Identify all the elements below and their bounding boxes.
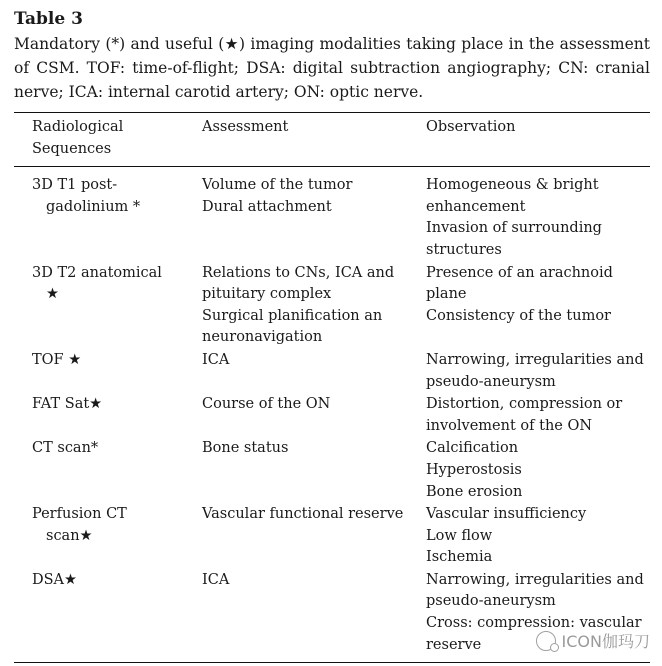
cell-assessment [202, 167, 426, 261]
cell-observation-line: reserve [426, 636, 482, 653]
cell-sequence-line: gadolinium * [46, 198, 141, 215]
cell-assessment-line: Course of the ON [202, 396, 331, 413]
cell-sequence-line: DSA★ [32, 571, 78, 588]
cell-assessment [202, 393, 426, 437]
cell-sequence-line: 3D T1 post- [32, 177, 118, 194]
cell-sequence-line: scan★ [46, 527, 93, 544]
cell-assessment [202, 503, 426, 569]
table-caption: Mandatory (*) and useful (★) imaging modalities taking place in the assessment of CSM. TOF: time-of-flight; DSA: digital subtraction angiography; CN: cranial nerve; ICA: internal carotid artery; ON: optic nerve. [14, 35, 650, 101]
cell-sequence-line: Perfusion CT [32, 506, 127, 523]
cell-assessment-line: Relations to CNs, ICA and [202, 264, 395, 281]
table-row [14, 393, 650, 437]
cell-observation-line: Homogeneous & bright [426, 177, 599, 194]
cell-sequence-line: CT scan* [32, 440, 99, 457]
cell-observation-line: Invasion of surrounding [426, 220, 602, 237]
cell-observation [426, 437, 650, 503]
table-body [14, 167, 650, 656]
cell-sequence [14, 167, 202, 261]
header-sequences-line1: Radiological [32, 119, 124, 135]
table-row [14, 262, 650, 349]
table-figure [14, 8, 650, 663]
cell-sequence-line: 3D T2 anatomical [32, 264, 162, 281]
header-assessment: Assessment [202, 119, 289, 135]
cell-observation-line: Narrowing, irregularities and [426, 351, 644, 368]
watermark-text: ICON伽玛刀 [561, 632, 650, 651]
cell-observation [426, 349, 650, 393]
header-sequences [14, 113, 202, 166]
cell-observation-line: Presence of an arachnoid plane [426, 264, 613, 303]
cell-sequence-line: TOF ★ [32, 351, 82, 368]
cell-assessment [202, 262, 426, 349]
cell-observation-line: Low flow [426, 527, 493, 544]
imaging-table [14, 113, 650, 656]
cell-observation-line: Distortion, compression or [426, 396, 623, 413]
cell-observation-line: Cross: compression: vascular [426, 615, 642, 632]
cell-observation [426, 262, 650, 349]
cell-observation [426, 503, 650, 569]
cell-observation-line: Bone erosion [426, 483, 523, 500]
cell-observation-line: Calcification [426, 440, 519, 457]
cell-assessment-line: ICA [202, 571, 230, 588]
cell-observation-line: involvement of the ON [426, 417, 593, 434]
header-observation: Observation [426, 119, 516, 135]
table-row [14, 437, 650, 503]
cell-sequence [14, 503, 202, 569]
cell-sequence [14, 437, 202, 503]
cell-observation [426, 393, 650, 437]
cell-observation-line: pseudo-aneurysm [426, 373, 556, 390]
wechat-icon [536, 631, 556, 651]
table-row [14, 503, 650, 569]
cell-assessment-line: Vascular functional reserve [202, 506, 404, 523]
cell-assessment [202, 349, 426, 393]
cell-assessment-line: Volume of the tumor [202, 177, 353, 194]
cell-assessment-line: Dural attachment [202, 198, 332, 215]
cell-observation-line: structures [426, 241, 502, 258]
cell-sequence [14, 569, 202, 656]
cell-sequence-line: FAT Sat★ [32, 396, 103, 413]
cell-observation-line: Hyperostosis [426, 461, 522, 478]
header-sequences-line2: Sequences [32, 140, 112, 157]
bottom-rule [14, 662, 650, 663]
cell-observation-line: Ischemia [426, 549, 493, 566]
cell-assessment-line: neuronavigation [202, 329, 323, 346]
cell-observation-line: Vascular insufficiency [426, 506, 587, 523]
cell-sequence-line: ★ [46, 286, 59, 303]
header-row [14, 113, 650, 166]
cell-assessment-line: Surgical planification an [202, 307, 383, 324]
cell-sequence [14, 262, 202, 349]
table-row [14, 349, 650, 393]
cell-assessment [202, 569, 426, 656]
cell-observation [426, 167, 650, 261]
cell-observation-line: pseudo-aneurysm [426, 593, 556, 610]
cell-observation-line: Consistency of the tumor [426, 307, 611, 324]
table-row [14, 167, 650, 261]
cell-assessment-line: pituitary complex [202, 286, 332, 303]
cell-observation-line: Narrowing, irregularities and [426, 571, 644, 588]
cell-sequence [14, 393, 202, 437]
cell-assessment-line: ICA [202, 351, 230, 368]
watermark [536, 629, 650, 652]
cell-observation-line: enhancement [426, 198, 526, 215]
cell-sequence [14, 349, 202, 393]
cell-assessment-line: Bone status [202, 440, 289, 457]
table-title: Table 3 [14, 9, 83, 29]
cell-assessment [202, 437, 426, 503]
